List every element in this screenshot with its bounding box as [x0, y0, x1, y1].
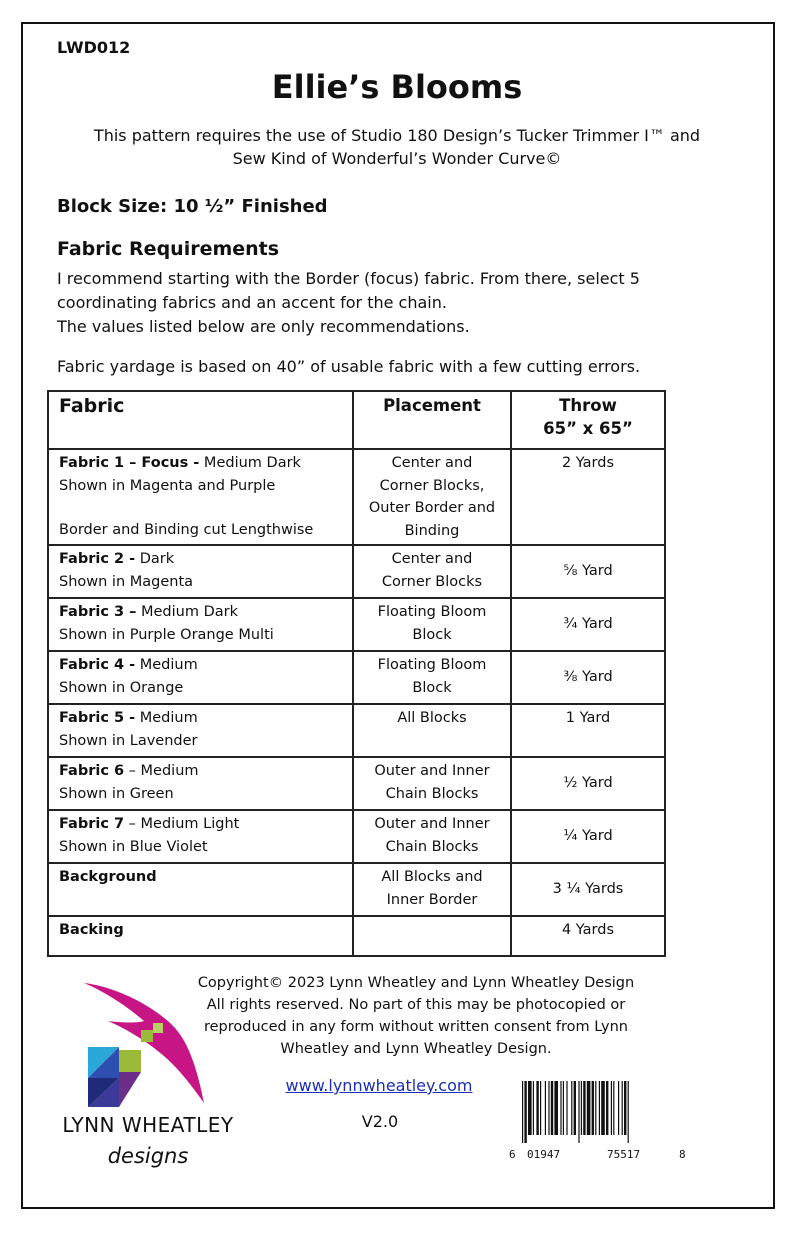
barcode-bar — [618, 1081, 619, 1135]
table-row — [48, 757, 665, 810]
fabric-shown: Shown in Orange — [59, 679, 184, 696]
fabric-value: Dark — [135, 551, 175, 567]
copyright-line: reproduced in any form without written consent from Lynn — [203, 1019, 628, 1035]
fabric-table — [47, 390, 666, 957]
logo-light-square — [153, 1023, 163, 1033]
barcode-bar — [613, 1081, 614, 1135]
website-link[interactable]: www.lynnwheatley.com — [285, 1076, 473, 1095]
placement-line: Outer and Inner — [374, 763, 490, 779]
barcode-bar — [592, 1081, 594, 1135]
fabric-cell — [48, 704, 353, 757]
fabric-value: Medium Dark — [136, 604, 238, 620]
barcode-bar — [571, 1081, 572, 1135]
placement-cell — [353, 651, 511, 704]
barcode-digits-left: 01947 — [527, 1148, 561, 1161]
barcode-bar — [599, 1081, 600, 1135]
barcode-bar — [540, 1081, 541, 1135]
placement-cell — [353, 598, 511, 651]
fabric-cell — [48, 651, 353, 704]
fabric-cell — [48, 598, 353, 651]
fabric-name: Backing — [59, 922, 124, 938]
placement-cell — [353, 757, 511, 810]
copyright-line: Copyright© 2023 Lynn Wheatley and Lynn Wheatley Design — [197, 975, 635, 991]
fabric-cell — [48, 810, 353, 863]
table-row — [48, 651, 665, 704]
barcode-bar — [548, 1081, 549, 1135]
header-placement: Placement — [353, 391, 511, 449]
fabric-requirements-heading: Fabric Requirements — [57, 238, 280, 260]
barcode-bar — [563, 1081, 564, 1135]
placement-line: Corner Blocks, — [379, 477, 485, 494]
required-tools-note — [70, 124, 724, 170]
table-row — [48, 916, 665, 956]
intro-line: coordinating fabrics and an accent for the chain. — [57, 293, 447, 312]
placement-cell — [353, 545, 511, 598]
barcode-bar — [624, 1081, 626, 1135]
barcode-digit-lead: 6 — [509, 1148, 516, 1161]
placement-line: Floating Bloom — [377, 657, 487, 673]
fabric-cell — [48, 545, 353, 598]
barcode-bar — [578, 1081, 579, 1143]
barcode-bar — [560, 1081, 561, 1135]
fabric-name: Fabric 7 — [59, 816, 125, 832]
table-row — [48, 810, 665, 863]
placement-line: All Blocks — [397, 710, 467, 726]
barcode-bar — [628, 1081, 629, 1143]
barcode-bar — [528, 1081, 532, 1135]
subtitle-line: Sew Kind of Wonderful’s Wonder Curve© — [232, 149, 562, 168]
placement-cell — [353, 863, 511, 916]
fabric-name: Fabric 6 — [59, 763, 125, 779]
table-header-row — [48, 391, 665, 449]
placement-cell — [353, 704, 511, 757]
barcode-bar — [606, 1081, 608, 1135]
placement-line: Floating Bloom — [377, 604, 487, 620]
copyright-notice — [186, 972, 646, 1060]
fabric-value: Medium Dark — [199, 455, 301, 471]
amount-cell: 3 ¼ Yards — [511, 863, 665, 916]
placement-line: Corner Blocks — [381, 573, 483, 590]
barcode-bar — [566, 1081, 567, 1135]
fabric-value: Medium — [135, 657, 198, 673]
copyright-line: Wheatley and Lynn Wheatley Design. — [280, 1041, 552, 1057]
amount-cell: 2 Yards — [511, 449, 665, 545]
placement-line: Outer and Inner — [374, 816, 490, 832]
barcode-bar — [595, 1081, 596, 1135]
fabric-name: Fabric 5 - — [59, 710, 136, 726]
fabric-name: Fabric 1 – Focus - — [59, 455, 200, 471]
table-row — [48, 449, 665, 545]
logo-green-square — [119, 1050, 141, 1072]
fabric-shown: Shown in Green — [59, 785, 174, 802]
fabric-name: Fabric 3 – — [59, 604, 137, 620]
fabric-shown: Shown in Purple Orange Multi — [59, 626, 274, 643]
yardage-note: Fabric yardage is based on 40” of usable fabric with a few cutting errors. — [57, 357, 641, 376]
page-title: Ellie’s Blooms — [271, 68, 523, 106]
fabric-value: Medium — [135, 710, 198, 726]
amount-cell: 1 Yard — [511, 704, 665, 757]
fabric-note: Border and Binding cut Lengthwise — [59, 522, 314, 538]
table-row — [48, 598, 665, 651]
pattern-code: LWD012 — [57, 38, 131, 57]
placement-line: Outer Border and — [368, 500, 496, 516]
fabric-intro — [57, 267, 697, 339]
placement-line: Binding — [404, 522, 460, 539]
barcode-digit-check: 8 — [679, 1148, 686, 1161]
amount-cell: ⅝ Yard — [511, 545, 665, 598]
placement-line: All Blocks and — [381, 869, 483, 885]
fabric-shown: Shown in Lavender — [59, 732, 198, 749]
intro-line: I recommend starting with the Border (focus) fabric. From there, select 5 — [57, 269, 640, 288]
table-row — [48, 704, 665, 757]
amount-cell: 4 Yards — [511, 916, 665, 956]
brand-name: LYNN WHEATLEY — [62, 1113, 234, 1137]
amount-cell: ¾ Yard — [511, 598, 665, 651]
block-size: Block Size: 10 ½” Finished — [57, 196, 328, 217]
amount-cell: ½ Yard — [511, 757, 665, 810]
placement-line: Chain Blocks — [385, 785, 479, 802]
header-fabric: Fabric — [48, 391, 353, 449]
barcode-bar — [611, 1081, 612, 1135]
table-row — [48, 545, 665, 598]
header-throw-label: Throw — [559, 396, 617, 415]
barcode-bar — [622, 1081, 623, 1135]
barcode-bar — [554, 1081, 558, 1135]
fabric-value: – Medium Light — [124, 816, 240, 832]
brand-tagline: designs — [107, 1144, 189, 1168]
barcode-bar — [583, 1081, 585, 1135]
barcode-bar — [533, 1081, 534, 1135]
fabric-name: Fabric 4 - — [59, 657, 136, 673]
placement-line: Center and — [391, 551, 473, 567]
placement-line: Inner Border — [386, 891, 478, 908]
fabric-cell — [48, 916, 353, 956]
fabric-name: Background — [59, 869, 157, 885]
amount-cell: ⅜ Yard — [511, 651, 665, 704]
intro-line: The values listed below are only recommendations. — [57, 317, 470, 336]
barcode-bar — [601, 1081, 605, 1135]
subtitle-line: This pattern requires the use of Studio 180 Design’s Tucker Trimmer I™ and — [93, 126, 701, 145]
placement-line: Center and — [391, 455, 473, 471]
barcode-bar — [536, 1081, 538, 1135]
fabric-shown: Shown in Blue Violet — [59, 838, 208, 855]
placement-line: Block — [412, 679, 452, 696]
barcode-bar — [524, 1081, 526, 1143]
version-label: V2.0 — [361, 1112, 399, 1131]
logo-green-square-small — [141, 1030, 153, 1042]
barcode-bar — [574, 1081, 576, 1135]
fabric-shown: Shown in Magenta — [59, 573, 194, 590]
barcode-bar — [551, 1081, 553, 1135]
barcode-bar — [581, 1081, 582, 1135]
fabric-cell — [48, 757, 353, 810]
barcode — [508, 1081, 686, 1143]
barcode-digits-right: 75517 — [607, 1148, 641, 1161]
header-throw — [511, 391, 665, 449]
copyright-line: All rights reserved. No part of this may be photocopied or — [206, 997, 626, 1013]
barcode-bar — [587, 1081, 591, 1135]
placement-cell — [353, 916, 511, 956]
fabric-value: – Medium — [124, 763, 199, 779]
header-throw-size: 65” x 65” — [543, 418, 633, 438]
barcode-bar — [545, 1081, 546, 1135]
placement-line: Block — [412, 626, 452, 643]
placement-cell — [353, 810, 511, 863]
fabric-name: Fabric 2 - — [59, 551, 136, 567]
fabric-cell — [48, 863, 353, 916]
placement-line: Chain Blocks — [385, 838, 479, 855]
logo-purple-triangle — [119, 1072, 141, 1107]
amount-cell: ¼ Yard — [511, 810, 665, 863]
fabric-cell — [48, 449, 353, 545]
fabric-shown: Shown in Magenta and Purple — [59, 477, 276, 494]
barcode-bar — [522, 1081, 523, 1143]
table-row — [48, 863, 665, 916]
placement-cell — [353, 449, 511, 545]
